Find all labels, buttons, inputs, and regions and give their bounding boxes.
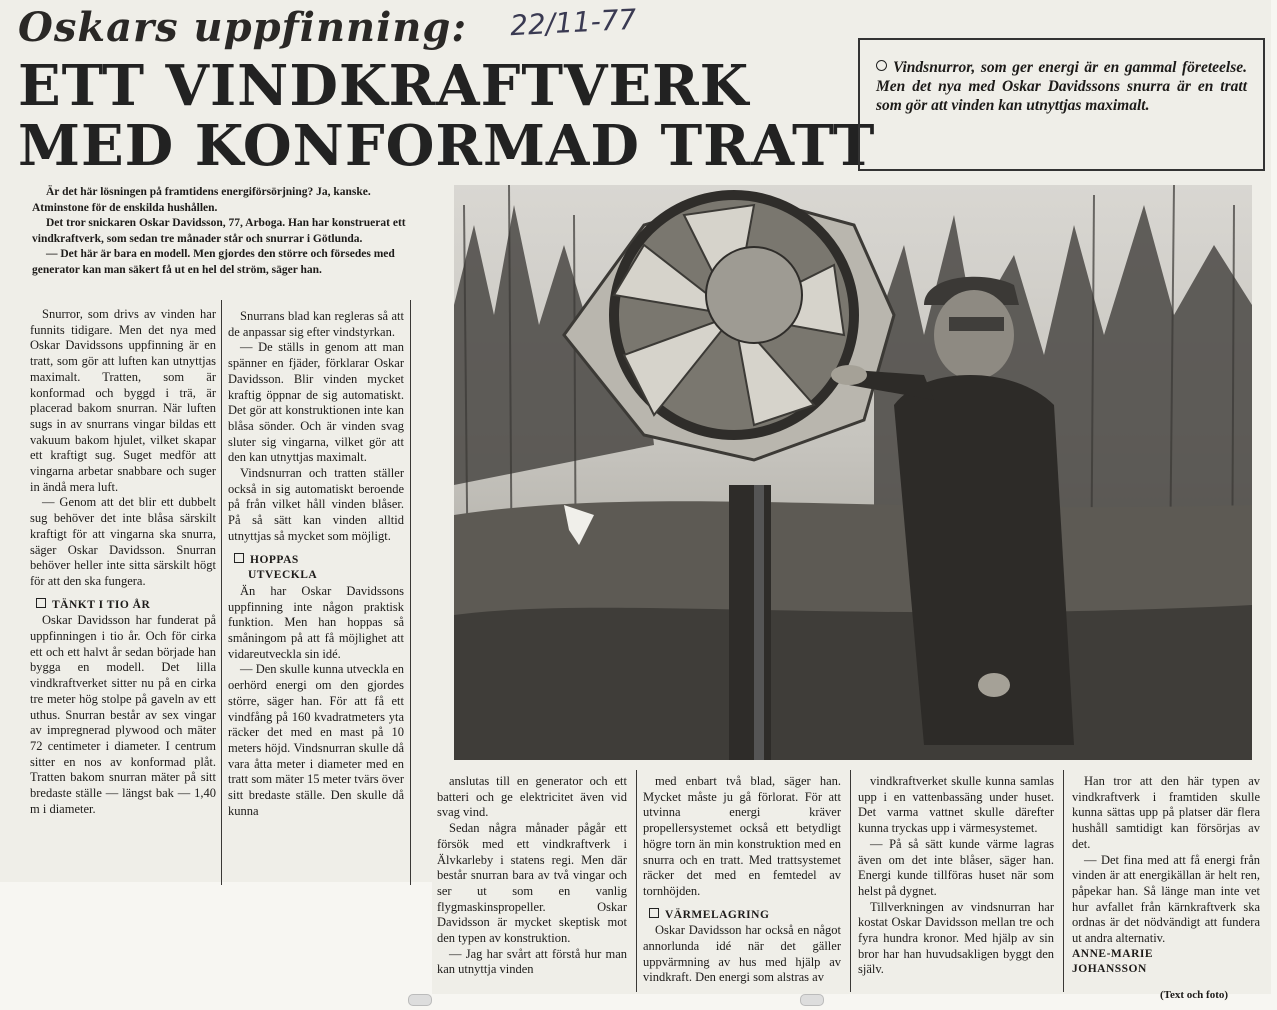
body-paragraph: Snurrans blad kan regleras så att de anpassar sig efter vindstyrkan. xyxy=(228,309,404,339)
body-paragraph: Han tror att den här typen av vindkraftverk i framtiden skulle kunna sättas upp på platser där flera hushåll samtidigt kan försörjas av det. xyxy=(1072,774,1260,851)
column-2 xyxy=(228,309,404,820)
punch-hole xyxy=(800,994,824,1006)
lead-paragraph xyxy=(32,185,414,279)
lead-text: — Det här är bara en modell. Men gjordes den större och försedes med generator kan man säkert få ut en hel del ström, säger han. xyxy=(32,248,395,276)
article-photo xyxy=(454,185,1252,760)
body-paragraph: — De ställs in genom att man spänner en fjäder, förklarar Oskar Davidsson. Blir vinden mycket kraftig öppnar de sig automatiskt. Det gör att konstruktionen inte kan blåsa sönder. Och är vinden svag sluter sig vingarna, vilket gör att den kan utnyttjas maximalt. xyxy=(228,340,404,465)
column-rule xyxy=(221,300,222,885)
article-headline xyxy=(18,53,876,179)
square-bullet-icon xyxy=(234,553,244,563)
column-rule xyxy=(636,770,637,992)
subheading: HOPPAS UTVECKLA xyxy=(234,553,404,584)
column-rule xyxy=(410,300,411,885)
column-rule xyxy=(1063,770,1064,992)
windmill-photo-icon xyxy=(454,185,1252,760)
column-rule xyxy=(850,770,851,992)
column-6 xyxy=(1072,774,1260,978)
square-bullet-icon xyxy=(649,908,659,918)
handwritten-date: 22/11-77 xyxy=(509,2,638,43)
headline-line-2: MED KONFORMAD TRATT xyxy=(18,113,876,179)
photo-credit: (Text och foto) xyxy=(1160,989,1229,1001)
square-bullet-icon xyxy=(36,598,46,608)
body-paragraph: vindkraftverket skulle kunna samlas upp i en vattenbassäng under huset. Det varma vattnet skulle därefter kunna tryckas upp i värmesystemet. xyxy=(858,774,1054,836)
lead-text: Det tror snickaren Oskar Davidsson, 77, Arboga. Han har konstruerat ett vindkraftverk, som sedan tre månader står och snurrar i Götlunda. xyxy=(32,217,406,245)
lead-text: Är det här lösningen på framtidens energiförsörjning? Ja, kanske. Atminstone för de enskilda hushållen. xyxy=(32,186,371,214)
body-paragraph: — På så sätt kunde värme lagras även om det inte blåser, säger han. Energi kunde tillföras huset när som helst på dygnet. xyxy=(858,836,1054,898)
headline-line-1: ETT VINDKRAFTVERK xyxy=(18,53,750,119)
box-note-text: Vindsnurror, som ger energi är en gammal företeelse. Men det nya med Oskar Davidssons snurra är en tratt som gör att vinden kan utnyttjas maximalt. xyxy=(876,59,1247,114)
body-paragraph: — Genom att det blir ett dubbelt sug behöver det inte blåsa särskilt kraftigt för att vingarna ska snurra, säger Oskar Davidsson. Snurran behöver heller inte sitta särskilt högt för att den ska fungera. xyxy=(30,495,216,588)
article-kicker: Oskars uppfinning: xyxy=(18,4,468,51)
body-paragraph: — Jag har svårt att förstå hur man kan utnyttja vinden xyxy=(437,946,627,977)
circle-bullet-icon xyxy=(876,60,887,71)
body-paragraph: — Det fina med att få energi från vinden är att energikällan är helt ren, påpekar han. Så länge man inte vet hur avfallet från kärnkraftverk ska ordnas är det nödvändigt att fundera ut andra alternativ. xyxy=(1072,852,1260,946)
column-4 xyxy=(643,774,841,986)
subheading: TÄNKT I TIO ÅR xyxy=(36,598,216,614)
body-paragraph: Än har Oskar Davidssons uppfinning inte någon praktisk funktion. Men han hoppas så småningom på att få möjlighet att vidareutveckla sin idé. xyxy=(228,583,404,661)
column-5 xyxy=(858,774,1054,978)
body-paragraph: Vindsnurran och tratten ställer också in sig automatiskt beroende på från vilket håll vinden blåser. På så sätt kan vinden alltid utnyttjas så mycket som möjligt. xyxy=(228,466,404,543)
body-paragraph: anslutas till en generator och ett batteri och ge elektricitet även vid svag vind. xyxy=(437,774,627,820)
subheading: VÄRMELAGRING xyxy=(649,908,841,924)
body-paragraph: — Den skulle kunna utveckla en oerhörd energi om den gjordes större, säger han. För att få ett vindfång på 160 kvadratmeters yta räcker det med en mast på 10 meters höjd. Vindsnurran skulle då vara åtta meter i diameter med en tratt som mäter 15 meter tvärs över sitt bredaste ställe. Den skulle då kunna xyxy=(228,662,404,818)
body-paragraph: Oskar Davidsson har också en något annorlunda idé när det gäller uppvärmning av hus med hjälp av vindkraft. Den energi som alstras av xyxy=(643,923,841,985)
column-1 xyxy=(30,307,216,818)
column-3 xyxy=(437,774,627,978)
punch-hole xyxy=(408,994,432,1006)
body-paragraph: Tillverkningen av vindsnurran har kostat Oskar Davidsson mellan tre och fyra hundra kronor. Med hjälp av sin bror har han huvudsakligen byggt den själv. xyxy=(858,899,1054,977)
byline: ANNE-MARIE JOHANSSON xyxy=(1072,947,1154,976)
box-note xyxy=(858,38,1265,171)
body-paragraph: Oskar Davidsson har funderat på uppfinningen i tio år. Och för cirka ett och ett halvt år sedan började han bygga en modell. Det lilla vindkraftverket sitter nu på en cirka tre meter hög stolpe på gaveln av ett uthus. Snurran består av sex vingar av impregnerad plywood och mäter 72 centimeter i diameter. I centrum sitter en nos av konformad plåt. Tratten bakom snurran mäter på sitt bredaste ställe — längst bak — 1,40 m i diameter. xyxy=(30,613,216,816)
body-paragraph: med enbart två blad, säger han. Mycket måste ju gå förlorat. För att utvinna energi kräver propellersystemet också ett betydligt högre torn än min konstruktion med en snurra och en tratt. Med trattsystemet räcker det med en femtedel av tornhöjden. xyxy=(643,774,841,898)
body-paragraph: Snurror, som drivs av vinden har funnits tidigare. Men det nya med Oskar Davidssons uppfinning är en tratt, som gör att luften kan utnyttjas maximalt. Tratten, som är konformad och byggd i trä, är placerad bakom snurran. När luften sugs in av snurrans vingar bildas ett vakuum bakom hjulet, vilket skapar ett kraftigt sug. Suget medför att vingarna arbetar snabbare och suger in ändå mera luft. xyxy=(30,307,216,494)
body-paragraph: Sedan några månader pågår ett försök med ett vindkraftverk i Älvkarleby i statens regi. Men där består snurran bara av två vingar och ser ut som en vanlig flygmaskinspropeller. Oskar Davidsson är mycket skeptisk mot den typen av konstruktion. xyxy=(437,821,627,946)
